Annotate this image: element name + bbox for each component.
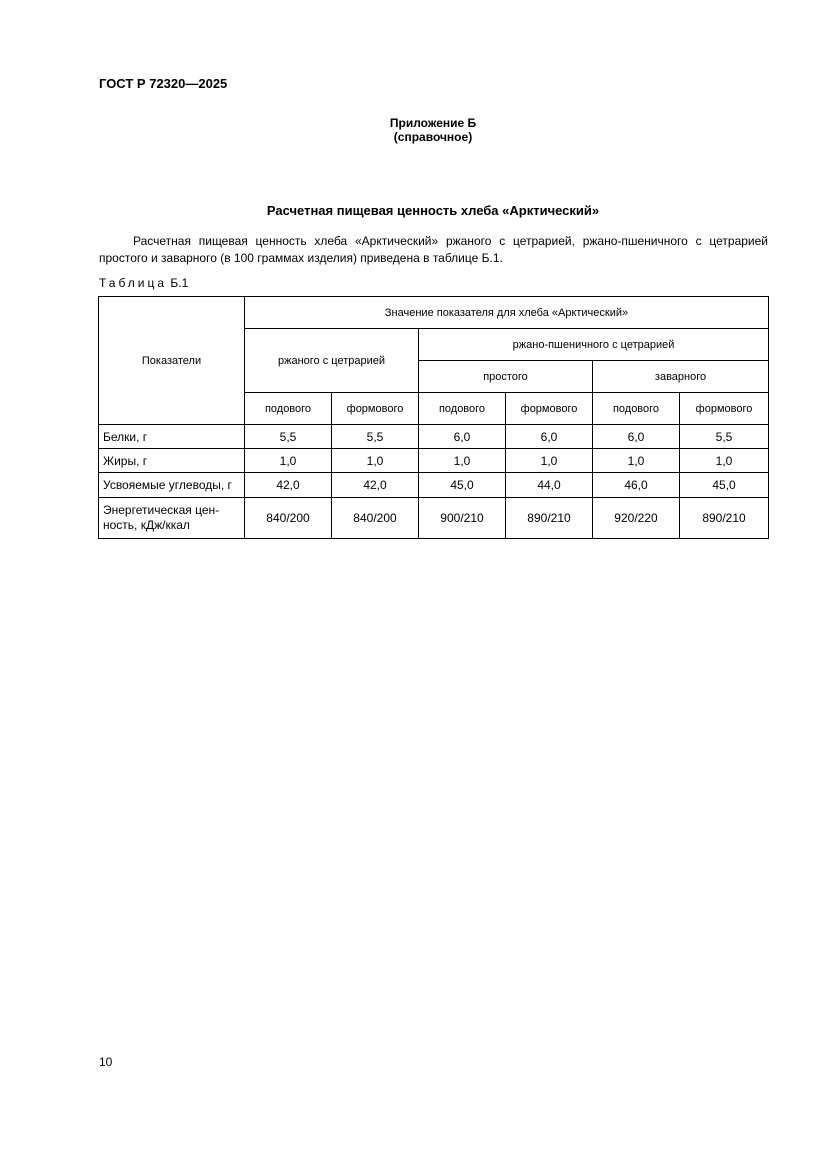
row-label: Белки, г: [99, 425, 245, 449]
header-value-group: Значение показателя для хлеба «Арктический»: [245, 297, 769, 329]
table-cell: 890/210: [506, 498, 593, 539]
table-cell: 5,5: [332, 425, 419, 449]
table-cell: 5,5: [245, 425, 332, 449]
header-indicators: Показатели: [99, 297, 245, 425]
table-cell: 1,0: [332, 449, 419, 473]
table-cell: 1,0: [680, 449, 769, 473]
table-cell: 840/200: [332, 498, 419, 539]
table-cell: 1,0: [245, 449, 332, 473]
table-cell: 45,0: [680, 473, 769, 498]
table-cell: 6,0: [419, 425, 506, 449]
header-sub: подового: [593, 393, 680, 425]
table-row: [99, 425, 769, 449]
table-cell: 1,0: [506, 449, 593, 473]
header-rye: ржаного с цетрарией: [245, 329, 419, 393]
table-cell: 1,0: [593, 449, 680, 473]
header-brewed: заварного: [593, 361, 769, 393]
row-label: Жиры, г: [99, 449, 245, 473]
table-cell: 840/200: [245, 498, 332, 539]
table-cell: 6,0: [593, 425, 680, 449]
table-caption: [99, 276, 188, 290]
table-cell: 900/210: [419, 498, 506, 539]
table-cell: 45,0: [419, 473, 506, 498]
table-cell: 5,5: [680, 425, 769, 449]
nutrition-table: [98, 296, 769, 539]
intro-paragraph: Расчетная пищевая ценность хлеба «Арктический» ржаного с цетрарией, ржано-пшеничного с цетрарией простого и заварного (в 100 граммах изделия) приведена в таблице Б.1.: [99, 234, 768, 265]
table-row: [99, 498, 769, 539]
header-sub: подового: [245, 393, 332, 425]
header-sub: формового: [332, 393, 419, 425]
table-cell: 890/210: [680, 498, 769, 539]
document-code: ГОСТ Р 72320—2025: [99, 76, 228, 91]
section-heading: Расчетная пищевая ценность хлеба «Арктический»: [266, 203, 600, 218]
table-cell: 44,0: [506, 473, 593, 498]
appendix-type: (справочное): [393, 130, 473, 144]
page-number: 10: [99, 1055, 113, 1069]
table-cell: 920/220: [593, 498, 680, 539]
row-label: Усвояемые углеводы, г: [99, 473, 245, 498]
table-row: [99, 449, 769, 473]
header-sub: формового: [506, 393, 593, 425]
header-sub: подового: [419, 393, 506, 425]
table-cell: 42,0: [245, 473, 332, 498]
row-label: Энергетическая цен-ность, кДж/ккал: [99, 498, 245, 539]
table-caption-word: Таблица: [99, 276, 168, 290]
table-cell: 6,0: [506, 425, 593, 449]
header-rye-wheat: ржано-пшеничного с цетрарией: [419, 329, 769, 361]
appendix-title: [0, 116, 827, 144]
header-simple: простого: [419, 361, 593, 393]
table-caption-number: Б.1: [170, 276, 189, 290]
table-row: [99, 473, 769, 498]
table-cell: 42,0: [332, 473, 419, 498]
table-cell: 46,0: [593, 473, 680, 498]
header-sub: формового: [680, 393, 769, 425]
table-cell: 1,0: [419, 449, 506, 473]
appendix-label: Приложение Б: [389, 116, 477, 130]
